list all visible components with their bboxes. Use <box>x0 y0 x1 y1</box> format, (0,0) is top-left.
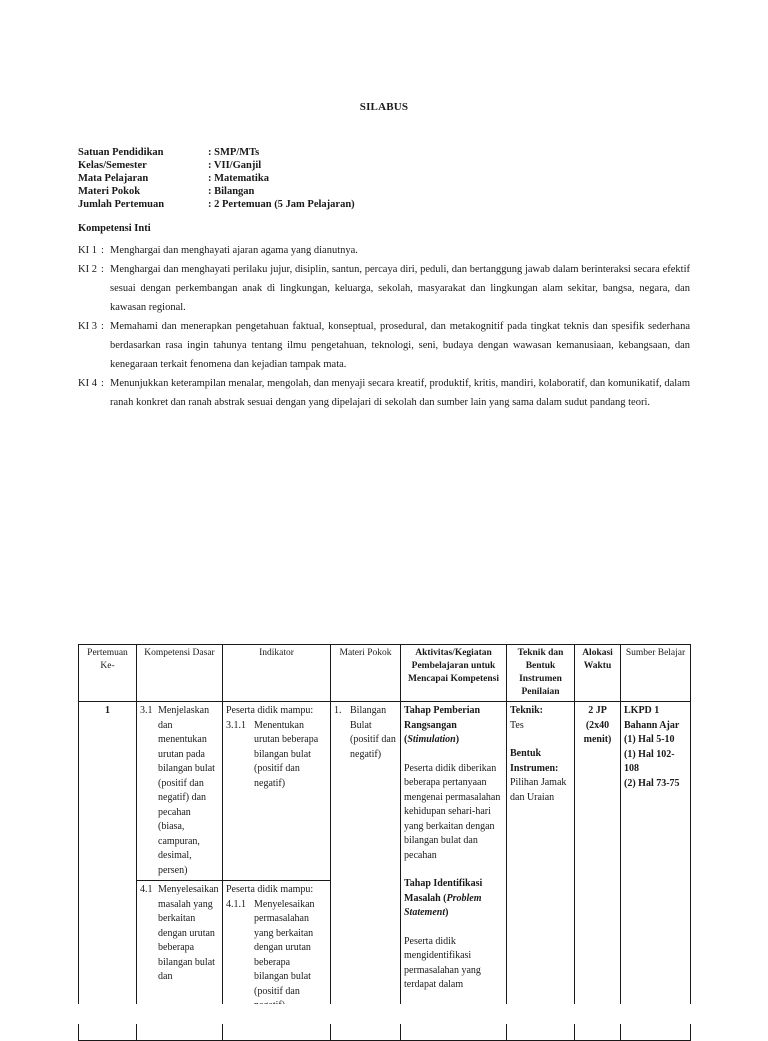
ki-colon: : <box>101 378 104 389</box>
ki-text: Menghargai dan menghayati ajaran agama yang dianutnya. <box>110 245 358 256</box>
ki-code: KI 2 <box>78 264 97 275</box>
sumber-title: LKPD 1 <box>624 705 660 716</box>
ki-colon: : <box>101 321 104 332</box>
alokasi-jp: 2 JP <box>588 705 607 716</box>
meta-row <box>78 172 355 185</box>
alokasi-detail: (2x40 menit) <box>583 719 612 745</box>
stage-subtitle: Problem Statement <box>404 892 482 918</box>
teknik-label: Teknik: <box>510 705 543 716</box>
stage-title: Tahap Pemberian Rangsangan <box>404 705 481 731</box>
col-header-kd: Kompetensi Dasar <box>137 645 223 702</box>
meta-label: Jumlah Pertemuan <box>78 199 165 210</box>
ki-item <box>78 317 690 374</box>
sumber-bahan: Bahann Ajar <box>624 719 680 731</box>
stage-subtitle: Stimulation <box>407 734 456 745</box>
ki-text: Memahami dan menerapkan pengetahuan faktual, konseptual, prosedural, dan metakognitif pada tingkat teknis dan spesifik sederhana berdasarkan rasa ingin tahunya tentang ilmu pengetahuan, teknologi, seni, budaya dengan wawasan kemanusiaan, kebangsaan, dan kenegaraan terkait fenomena dan kejadian tampak mata. <box>110 321 690 370</box>
kd-text: Menyelesaikan masalah yang berkaitan dengan urutan beberapa bilangan bulat dan <box>158 884 219 982</box>
stage-title: Tahap Identifikasi Masalah <box>404 878 483 904</box>
indikator-text: Menyelesaikan permasalahan yang berkaitan dengan urutan beberapa bilangan bulat (positif dan <box>254 898 315 997</box>
ki-colon: : <box>101 245 104 256</box>
kd-number: 4.1 <box>140 884 153 895</box>
sumber-item: (2) Hal 73-75 <box>624 777 680 789</box>
col-header-teknik: Teknik dan Bentuk Instrumen Penilaian <box>507 645 575 702</box>
ki-code: KI 3 <box>78 321 97 332</box>
indikator-intro: Peserta didik mampu: <box>226 884 314 895</box>
teknik-value: Tes <box>510 719 524 731</box>
materi-number: 1. <box>334 705 342 716</box>
meta-label: Satuan Pendidikan <box>78 147 164 158</box>
materi-cell <box>331 702 401 1041</box>
stage-body: Peserta didik mengidentifikasi permasalahan yang terdapat dalam <box>404 935 481 990</box>
ki-text: Menunjukkan keterampilan menalar, mengolah, dan menyaji secara kreatif, produktif, kritis, mandiri, kolaboratif, dan komunikatif, dalam ranah konkret dan ranah abstrak sesuai dengan yang dipelajari di sekolah dan sumber lain yang sama dalam sudut pandang teori. <box>110 378 690 408</box>
indikator-intro: Peserta didik mampu: <box>226 705 314 716</box>
indikator-cell <box>223 702 331 881</box>
col-header-alokasi: Alokasi Waktu <box>575 645 621 702</box>
col-header-aktivitas: Aktivitas/Kegiatan Pembelajaran untuk Mencapai Kompetensi <box>401 645 507 702</box>
ki-item <box>78 241 690 260</box>
meta-value: : Bilangan <box>208 186 255 197</box>
kd-number: 3.1 <box>140 705 153 716</box>
meta-value: : 2 Pertemuan (5 Jam Pelajaran) <box>208 199 355 210</box>
ki-colon: : <box>101 264 104 275</box>
meta-row <box>78 185 355 198</box>
indikator-number: 4.1.1 <box>226 898 246 910</box>
bentuk-value: Pilihan Jamak dan Uraian <box>510 777 567 803</box>
aktivitas-cell: Tahap Pemberian Rangsangan (Stimulation) Peserta didik diberikan beberapa pertanyaan mengenai permasalahan kehidupan sehari-hari yang berkaitan dengan bilangan bulat dan pecahan Tahap Identifikasi Masalah (Problem Statement) Peserta didik mengidentifikasi permasalahan yang terdapat dalam <box>401 702 507 1041</box>
meta-row <box>78 146 355 159</box>
alokasi-cell <box>575 702 621 1041</box>
page-bottom-edge <box>0 1004 768 1024</box>
meta-value: : SMP/MTs <box>208 147 260 158</box>
bentuk-label: Bentuk Instrumen: <box>510 748 559 774</box>
ki-item <box>78 260 690 317</box>
col-header-indikator: Indikator <box>223 645 331 702</box>
syllabus-table <box>78 644 691 1041</box>
meta-value: : VII/Ganjil <box>208 160 262 171</box>
indikator-number: 3.1.1 <box>226 719 246 731</box>
ki-code: KI 4 <box>78 378 97 389</box>
page-title: SILABUS <box>359 101 409 113</box>
meta-label: Mata Pelajaran <box>78 173 149 184</box>
col-header-sumber: Sumber Belajar <box>621 645 691 702</box>
pertemuan-cell: 1 <box>79 702 137 1041</box>
table-header-row <box>79 645 691 702</box>
teknik-cell <box>507 702 575 1041</box>
meta-row <box>78 159 355 172</box>
col-header-pertemuan: Pertemuan Ke- <box>79 645 137 702</box>
col-header-materi: Materi Pokok <box>331 645 401 702</box>
ki-text: Menghargai dan menghayati perilaku jujur, disiplin, santun, percaya diri, peduli, dan bertanggung jawab dalam berinteraksi secara efektif sesuai dengan perkembangan anak di lingkungan, keluarga, sekolah, masyarakat dan lingkungan alam sekitar, bangsa, negara, dan kawasan regional. <box>110 264 690 313</box>
meta-row <box>78 198 355 211</box>
sumber-item: (1) Hal 5-10 <box>624 734 675 745</box>
meta-value: : Matematika <box>208 173 269 184</box>
ki-list <box>78 241 690 412</box>
meta-label: Materi Pokok <box>78 186 141 197</box>
kd-cell <box>137 702 223 881</box>
materi-text: Bilangan Bulat (positif dan negatif) <box>350 705 396 760</box>
ki-code: KI 1 <box>78 245 97 256</box>
sumber-cell <box>621 702 691 1041</box>
meta-label: Kelas/Semester <box>78 160 147 171</box>
identity-block <box>78 146 355 211</box>
kd-text: Menjelaskan dan menentukan urutan pada bilangan bulat (positif dan negatif) dan pecahan (biasa, campuran, desimal, persen) <box>158 705 215 876</box>
ki-heading: Kompetensi Inti <box>78 223 151 234</box>
ki-item <box>78 374 690 412</box>
indikator-text: Menentukan urutan beberapa bilangan bulat (positif dan negatif) <box>254 719 319 789</box>
table-row <box>79 702 691 881</box>
sumber-item: (1) Hal 102-108 <box>624 748 675 774</box>
stage-body: Peserta didik diberikan beberapa pertanyaan mengenai permasalahan kehidupan sehari-hari yang berkaitan dengan bilangan bulat dan pecahan <box>404 762 501 861</box>
